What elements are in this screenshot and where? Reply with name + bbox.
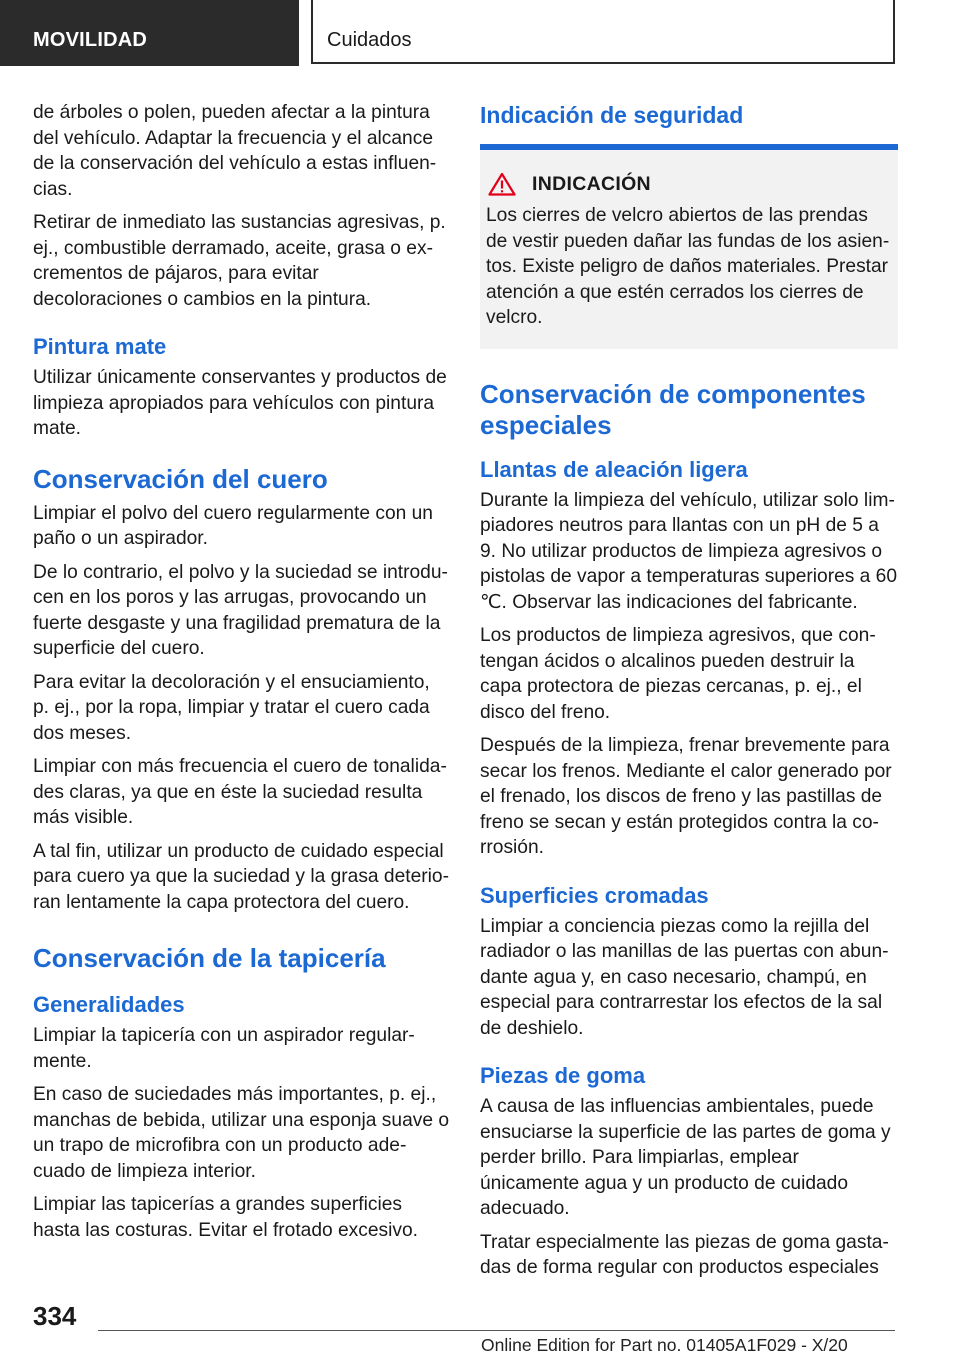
footer-divider	[98, 1330, 895, 1331]
right-column	[480, 100, 898, 1289]
notice-text: Los cierres de velcro abiertos de las prendas de vestir pueden dañar las fundas de los asientos. Existe peligro de daños materiales. Prestar atención a que estén cerrados los cierres de velcro.	[486, 205, 890, 328]
paragraph: Limpiar a conciencia piezas como la rejilla del radiador o las manillas de las puertas con abundante agua y, en caso necesario, champú, en especial para contrarrestar los efectos de la sal de deshielo.	[480, 915, 889, 1039]
heading-leather-care: Conservación del cuero	[33, 463, 328, 494]
subheading-rubber-parts: Piezas de goma	[480, 1063, 646, 1088]
footer-edition: Online Edition for Part no. 01405A1F029 - X/20	[481, 1335, 848, 1355]
subheading-general: Generalidades	[33, 992, 185, 1017]
paragraph: Limpiar las tapicerías a grandes superficies hasta las costuras. Evitar el frotado excesivo.	[33, 1194, 418, 1241]
paragraph: Limpiar con más frecuencia el cuero de tonalidades claras, ya que en éste la suciedad resulta más visible.	[33, 756, 447, 828]
subheading-alloy-wheels: Llantas de aleación ligera	[480, 456, 748, 482]
heading-upholstery-care: Conservación de la tapicería	[33, 943, 386, 973]
notice-title: INDICACIÓN	[532, 172, 651, 195]
paragraph: De lo contrario, el polvo y la suciedad se introducen en los poros y las arrugas, provocando un fuerte desgaste y una fragilidad prematura de la superficie del cuero.	[33, 561, 448, 659]
paragraph: Utilizar únicamente conservantes y productos de limpieza apropiados para vehículos con pintura mate.	[33, 367, 447, 439]
paragraph: Para evitar la decoloración y el ensuciamiento, p. ej., por la ropa, limpiar y tratar el cuero cada dos meses.	[33, 671, 430, 744]
paragraph: Durante la limpieza del vehículo, utilizar solo limpiadores neutros para llantas con un pH de 5 a 9. No utilizar productos de limpieza agresivos o pistolas de vapor a temperaturas superiores a 60 ℃. Observar las indicaciones del fabricante.	[480, 489, 898, 613]
paragraph: Retirar de inmediato las sustancias agresivas, p. ej., combustible derramado, aceite, grasa o excrementos de pájaros, para evitar decoloraciones o cambios en la pintura.	[33, 212, 446, 310]
paragraph: de árboles o polen, pueden afectar a la pintura del vehículo. Adaptar la frecuencia y el alcance de la conservación del vehículo a estas influencias.	[33, 102, 437, 200]
paragraph: Después de la limpieza, frenar brevemente para secar los frenos. Mediante el calor generado por el frenado, los discos de freno y las pastillas de freno se secan y están protegidos contra la corrosión.	[480, 735, 892, 858]
paragraph: Los productos de limpieza agresivos, que contengan ácidos o alcalinos pueden destruir la capa protectora de piezas cercanas, p. ej., el disco del freno.	[480, 625, 876, 723]
paragraph: A tal fin, utilizar un producto de cuidado especial para cuero ya que la suciedad y la grasa deterioran lentamente la capa protectora del cuero.	[33, 840, 449, 913]
paragraph: En caso de suciedades más importantes, p. ej., manchas de bebida, utilizar una esponja suave o un trapo de microfibra con un producto adecuado de limpieza interior.	[33, 1084, 450, 1182]
notice-title-row	[486, 172, 890, 196]
notice-box	[480, 150, 898, 349]
subheading-chrome-surfaces: Superficies cromadas	[480, 882, 709, 908]
paragraph: A causa de las influencias ambientales, puede ensuciarse la superficie de las partes de goma y perder brillo. Para limpiarlas, emplear únicamente agua y un producto de cuidado adecuado.	[480, 1096, 891, 1219]
subheading-matte-paint: Pintura mate	[33, 334, 167, 359]
warning-triangle-icon	[488, 172, 516, 196]
chapter-title: Cuidados	[311, 0, 895, 64]
left-column	[33, 100, 449, 1251]
page-number: 334	[33, 1301, 77, 1331]
heading-special-components: Conservación de componentes especiales	[480, 378, 866, 440]
paragraph: Tratar especialmente las piezas de goma gastadas de forma regular con productos especiales	[480, 1231, 889, 1278]
heading-safety-note: Indicación de seguridad	[480, 102, 744, 128]
section-tab: MOVILIDAD	[0, 0, 299, 66]
page-header	[0, 0, 960, 66]
paragraph: Limpiar el polvo del cuero regularmente con un paño o un aspirador.	[33, 502, 433, 549]
paragraph: Limpiar la tapicería con un aspirador regularmente.	[33, 1025, 415, 1072]
